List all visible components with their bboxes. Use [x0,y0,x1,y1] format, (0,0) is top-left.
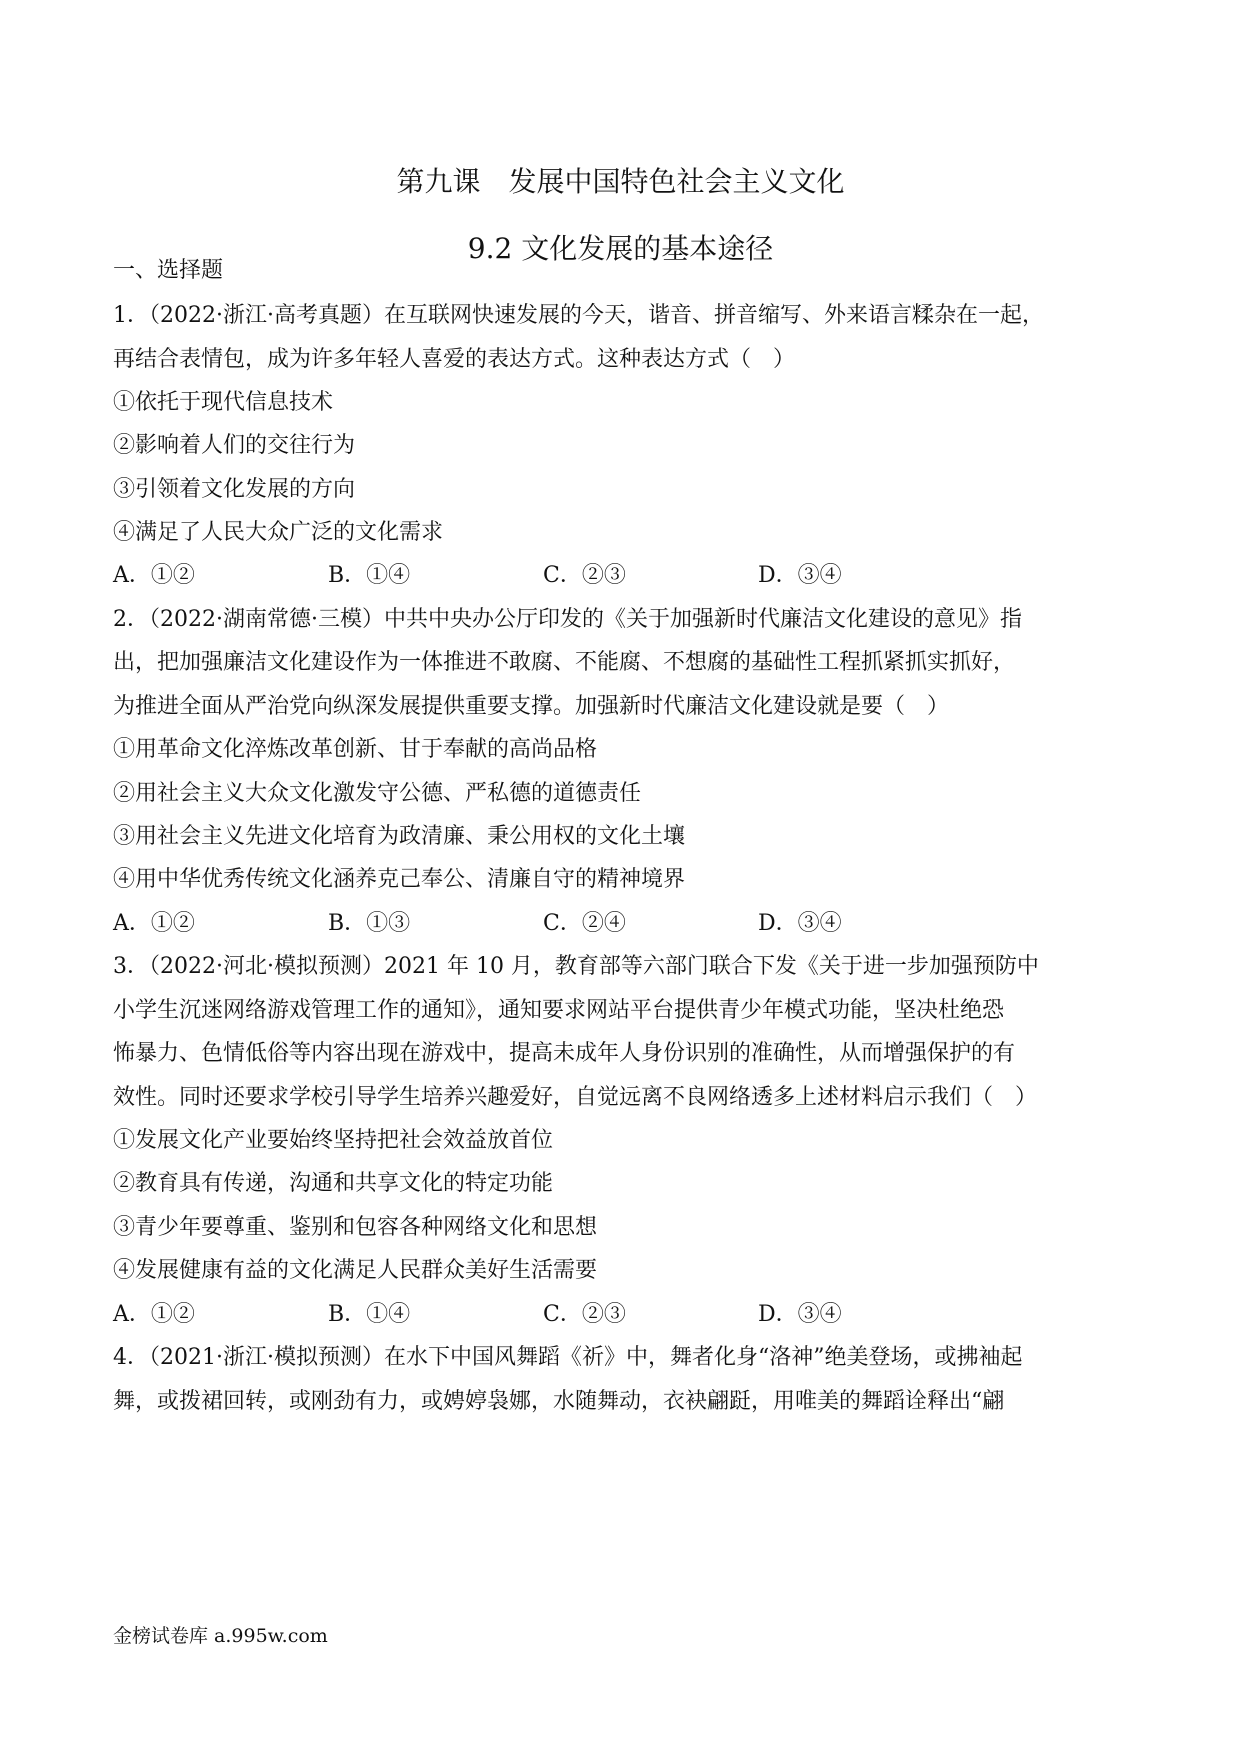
question-1-item-3: ③引领着文化发展的方向 [113,477,356,502]
question-3-option-b: B．①④ [328,1302,411,1327]
question-4-stem-line-1: 4．（2021·浙江·模拟预测）在水下中国风舞蹈《祈》中，舞者化身“洛神”绝美登场，或拂袖起 [113,1345,1023,1370]
question-3-item-3: ③青少年要尊重、鉴别和包容各种网络文化和思想 [113,1215,598,1240]
question-2-item-3: ③用社会主义先进文化培育为政清廉、秉公用权的文化土壤 [113,824,686,849]
page-title: 第九课 发展中国特色社会主义文化 [396,165,845,198]
question-2-item-1: ①用革命文化淬炼改革创新、甘于奉献的高尚品格 [113,737,598,762]
question-1-item-1: ①依托于现代信息技术 [113,390,334,415]
question-3-stem-line-4: 效性。同时还要求学校引导学生培养兴趣爱好，自觉远离不良网络透多上述材料启示我们（ ） [113,1085,1038,1110]
footer-source: 金榜试卷库 a.995w.com [113,1625,328,1647]
question-2-option-d: D．③④ [758,911,842,936]
question-3-stem-line-1: 3．（2022·河北·模拟预测）2021 年 10 月，教育部等六部门联合下发《关于进一步加强预防中 [113,954,1039,979]
question-3-item-1: ①发展文化产业要始终坚持把社会效益放首位 [113,1128,554,1153]
question-2-stem-line-3: 为推进全面从严治党向纵深发展提供重要支撑。加强新时代廉洁文化建设就是要（ ） [113,694,950,719]
question-1-option-b: B．①④ [328,563,411,588]
question-3-option-d: D．③④ [758,1302,842,1327]
question-1-item-4: ④满足了人民大众广泛的文化需求 [113,520,444,545]
question-2-item-2: ②用社会主义大众文化激发守公德、严私德的道德责任 [113,781,642,806]
question-2-option-b: B．①③ [328,911,411,936]
question-3-stem-line-3: 怖暴力、色情低俗等内容出现在游戏中，提高未成年人身份识别的准确性，从而增强保护的有 [113,1041,1016,1066]
question-3-stem-line-2: 小学生沉迷网络游戏管理工作的通知》，通知要求网站平台提供青少年模式功能，坚决杜绝恐 [113,998,1005,1023]
question-3-item-4: ④发展健康有益的文化满足人民群众美好生活需要 [113,1258,598,1283]
question-2-item-4: ④用中华优秀传统文化涵养克己奉公、清廉自守的精神境界 [113,867,686,892]
question-1-stem-line-1: 1．（2022·浙江·高考真题）在互联网快速发展的今天，谐音、拼音缩写、外来语言糅杂在一起， [113,303,1044,328]
page-subtitle: 9.2 文化发展的基本途径 [467,232,774,265]
question-2-stem-line-1: 2．（2022·湖南常德·三模）中共中央办公厅印发的《关于加强新时代廉洁文化建设的意见》指 [113,607,1022,632]
question-2-option-a: A．①② [113,911,195,936]
question-1-stem-line-2: 再结合表情包，成为许多年轻人喜爱的表达方式。这种表达方式（ ） [113,347,796,372]
question-4-stem-line-2: 舞，或拨裙回转，或刚劲有力，或娉婷袅娜，水随舞动，衣袂翩跹，用唯美的舞蹈诠释出“翩 [113,1389,1005,1414]
question-3-item-2: ②教育具有传递，沟通和共享文化的特定功能 [113,1171,554,1196]
question-2-option-c: C．②④ [543,911,626,936]
question-3-option-c: C．②③ [543,1302,626,1327]
question-1-option-d: D．③④ [758,563,842,588]
question-3-option-a: A．①② [113,1302,195,1327]
section-heading: 一、选择题 [113,258,224,283]
question-1-option-a: A．①② [113,563,195,588]
question-1-option-c: C．②③ [543,563,626,588]
question-1-item-2: ②影响着人们的交往行为 [113,433,356,458]
question-2-stem-line-2: 出，把加强廉洁文化建设作为一体推进不敢腐、不能腐、不想腐的基础性工程抓紧抓实抓好， [113,650,1016,675]
